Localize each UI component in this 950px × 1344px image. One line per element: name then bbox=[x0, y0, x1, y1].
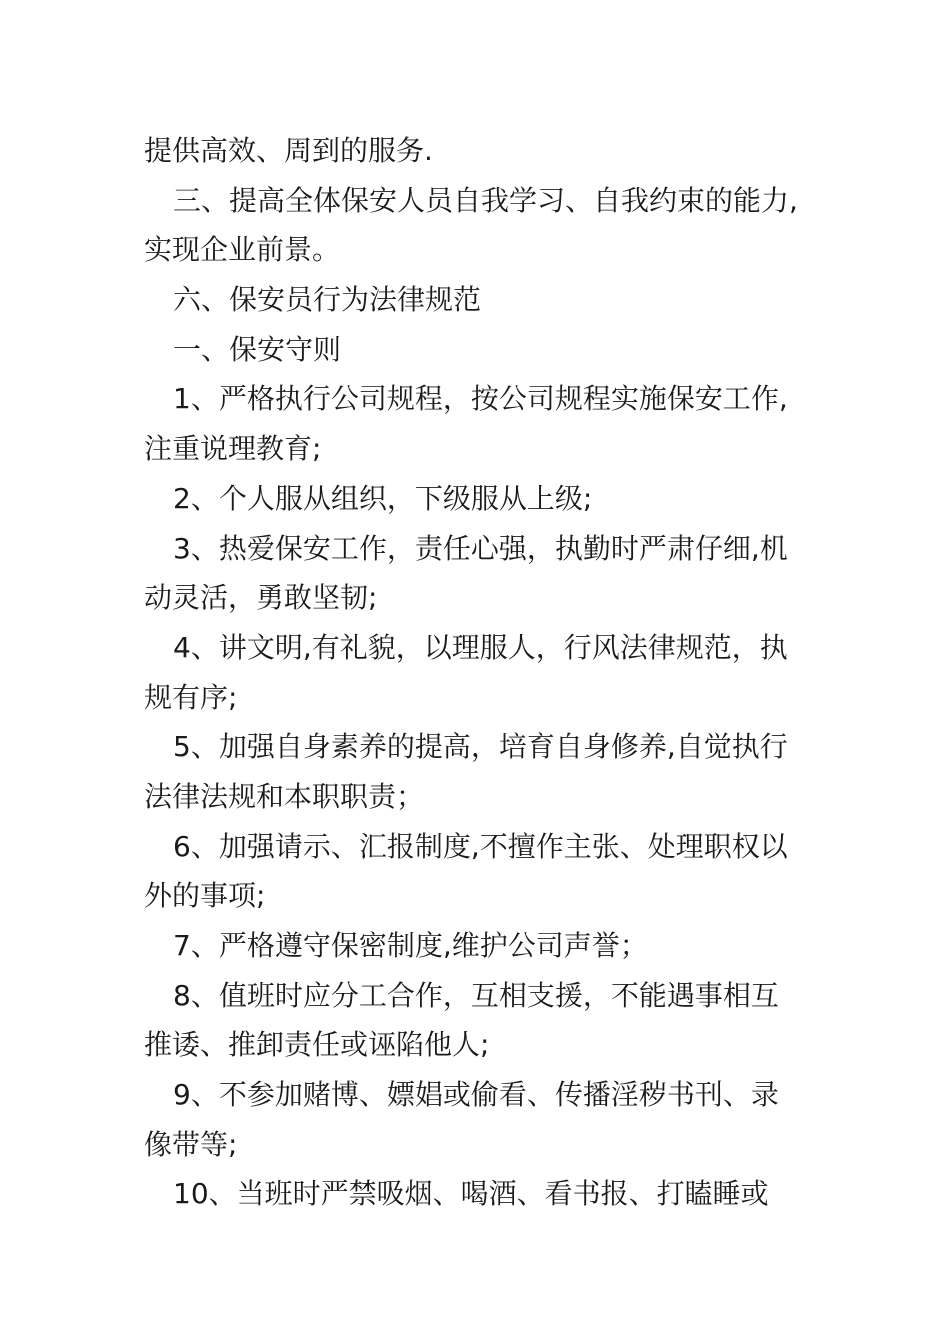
document-body bbox=[144, 126, 824, 1219]
text-line: 提供高效、周到的服务. bbox=[144, 134, 433, 167]
list-item: 9、不参加赌博、嫖娼或偷看、传播淫秽书刊、录 bbox=[173, 1078, 779, 1112]
list-item: 6、加强请示、汇报制度,不擅作主张、处理职权以 bbox=[173, 829, 788, 863]
list-item: 4、讲文明,有礼貌，以理服人，行风法律规范，执 bbox=[173, 630, 788, 664]
list-item: 5、加强自身素养的提高，培育自身修养,自觉执行 bbox=[173, 730, 788, 764]
list-item-continuation: 法律法规和本职职责； bbox=[144, 779, 425, 813]
section-heading: 六、保安员行为法律规范 bbox=[173, 283, 482, 317]
list-item: 10、当班时严禁吸烟、喝酒、看书报、打瞌睡或 bbox=[173, 1177, 769, 1211]
list-item: 1、严格执行公司规程，按公司规程实施保安工作, bbox=[173, 382, 788, 416]
list-item-continuation: 推诿、推卸责任或诬陷他人; bbox=[144, 1028, 490, 1062]
text-line: 实现企业前景。 bbox=[144, 233, 341, 267]
list-item: 2、个人服从组织，下级服从上级; bbox=[173, 481, 593, 515]
list-item: 7、严格遵守保密制度,维护公司声誉； bbox=[173, 929, 648, 962]
section-heading: 一、保安守则 bbox=[173, 332, 342, 366]
list-item: 8、值班时应分工合作，互相支援，不能遇事相互 bbox=[173, 978, 779, 1012]
list-item-continuation: 规有序; bbox=[144, 680, 238, 714]
text-line: 三、提高全体保安人员自我学习、自我约束的能力, bbox=[173, 183, 798, 217]
list-item: 3、热爱保安工作，责任心强，执勤时严肃仔细,机 bbox=[173, 531, 788, 565]
list-item-continuation: 外的事项; bbox=[144, 879, 266, 913]
list-item-continuation: 注重说理教育; bbox=[144, 432, 322, 466]
list-item-continuation: 动灵活，勇敢坚韧; bbox=[144, 581, 378, 615]
list-item-continuation: 像带等; bbox=[144, 1127, 238, 1161]
